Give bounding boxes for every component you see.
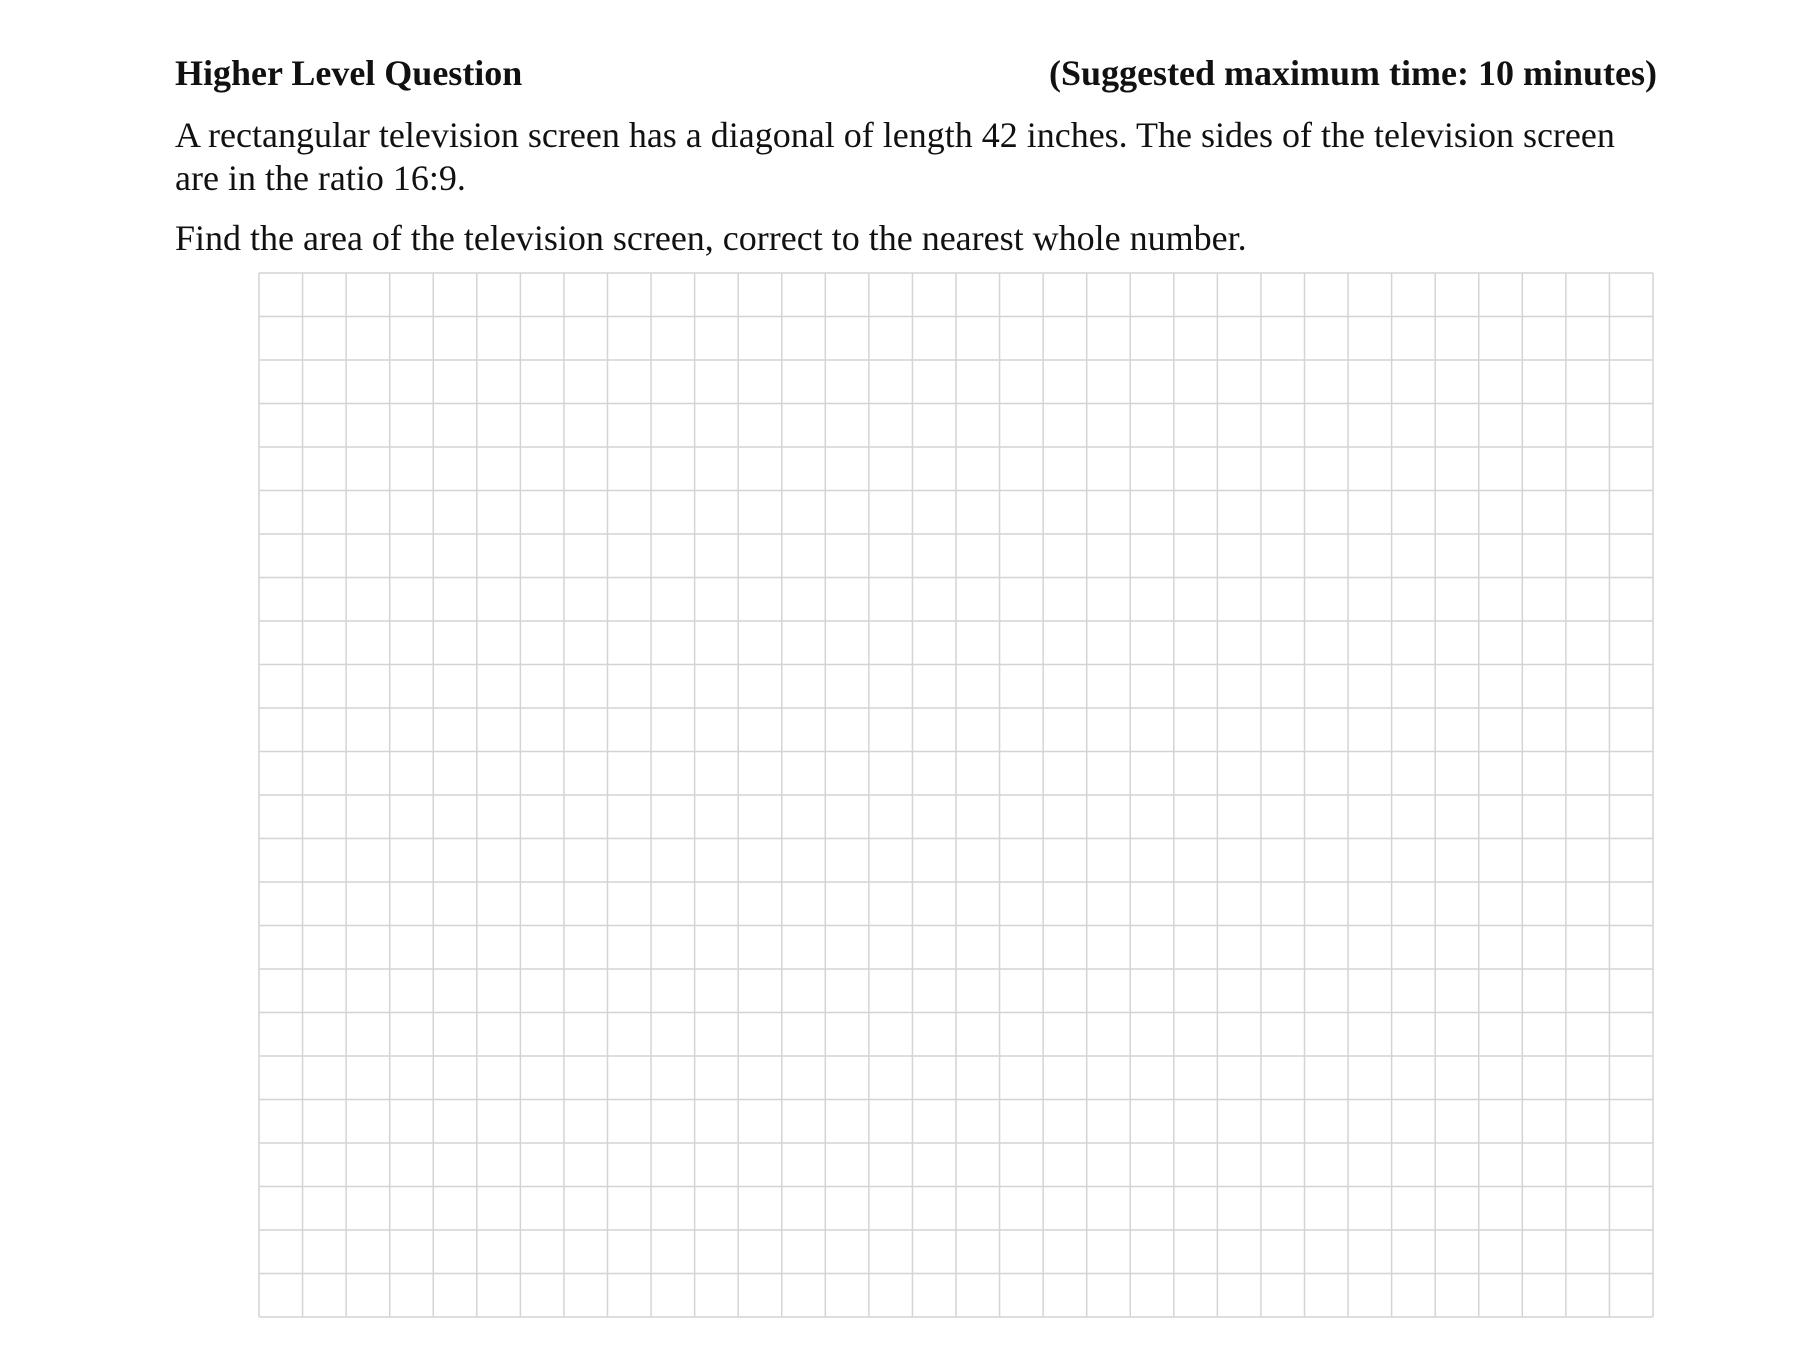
question-level-heading: Higher Level Question (175, 53, 523, 93)
question-text: A rectangular television screen has a diagonal of length 42 inches. The sides of the television screen are in the ratio 16:9. (175, 115, 1615, 198)
question-instruction: Find the area of the television screen, correct to the nearest whole number. (175, 218, 1247, 258)
answer-grid[interactable] (258, 272, 1654, 1318)
suggested-time-note: (Suggested maximum time: 10 minutes) (1049, 53, 1657, 93)
question-header (175, 52, 1657, 102)
answer-grid-lines (258, 272, 1654, 1318)
